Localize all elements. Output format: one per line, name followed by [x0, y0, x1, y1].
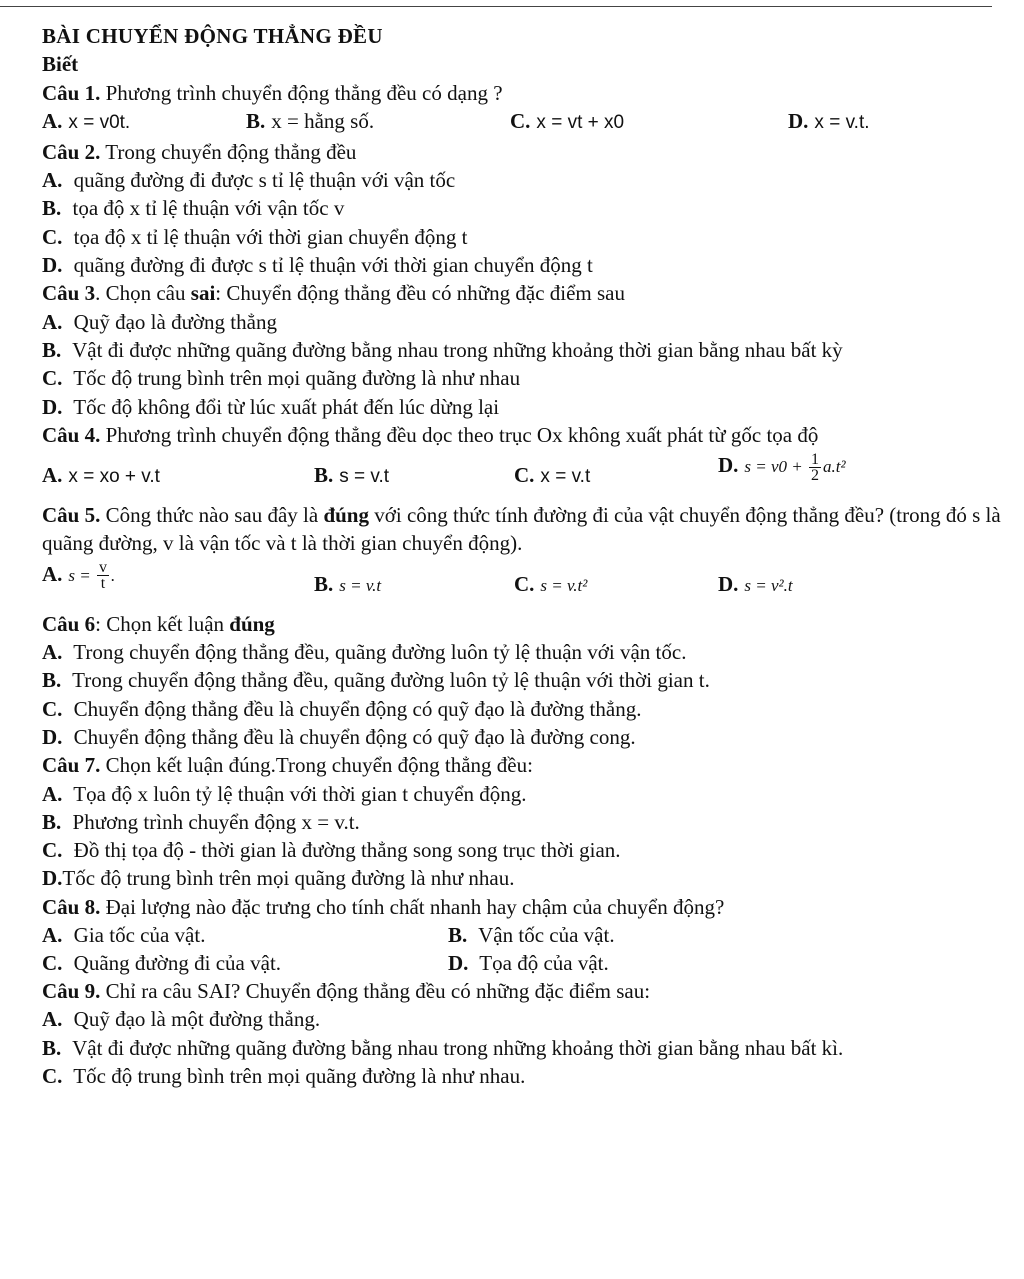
question-number: Câu 4. [42, 422, 101, 447]
option-b: B. Vật đi được những quãng đường bằng nhau trong những khoảng thời gian bằng nhau bất kì. [42, 1035, 844, 1060]
emphasis-word: đúng [229, 611, 275, 636]
option-a: A. quãng đường đi được s tỉ lệ thuận với vận tốc [42, 168, 456, 193]
option-a: A. Gia tốc của vật. [42, 923, 206, 948]
question-text: Đại lượng nào đặc trưng cho tính chất nhanh hay chậm của chuyển động? [100, 894, 725, 919]
question-2 [42, 138, 1002, 166]
fraction: $\frac{v}{t}$ [99, 559, 108, 593]
question-1 [42, 79, 1002, 107]
question-5: Câu 5. Công thức nào sau đây là đúng với công thức tính đường đi của vật chuyển động thẳng đều? (trong đó s là quãng đường, v là vận tốc và t là thời gian chuyển động). [42, 503, 1001, 556]
option-c: C. x = vt + x0 [510, 108, 625, 133]
question-number: Câu 8. [42, 894, 101, 919]
option-d: D. Chuyển động thẳng đều là chuyển động có quỹ đạo là đường cong. [42, 724, 636, 749]
question-number: Câu 7. [42, 753, 101, 778]
option-d: D. s = v0 + $\frac{1}{2}$ a.t² [718, 450, 846, 484]
option-c: C. tọa độ x tỉ lệ thuận với thời gian chuyển động t [42, 224, 468, 249]
emphasis-word: sai [190, 281, 216, 306]
page-title: BÀI CHUYỂN ĐỘNG THẲNG ĐỀU [42, 24, 383, 48]
option-b: B. tọa độ x tỉ lệ thuận với vận tốc v [42, 196, 345, 221]
option-d: D. x = v.t. [788, 108, 870, 133]
option-b: B. Vận tốc của vật. [448, 923, 615, 948]
question-4 [42, 421, 1002, 449]
question-1-options [42, 107, 1002, 138]
fraction: $\frac{1}{2}$ [811, 450, 820, 484]
option-a: A. Tọa độ x luôn tỷ lệ thuận với thời gian t chuyển động. [42, 781, 527, 806]
option-c: C. Tốc độ trung bình trên mọi quãng đường là như nhau. [42, 1063, 526, 1088]
option-c: C. s = v.t² [514, 571, 588, 596]
question-text: Chỉ ra câu SAI? Chuyển động thẳng đều có những đặc điểm sau: [100, 979, 651, 1004]
option-d: D. Tọa độ của vật. [448, 951, 609, 976]
option-b: B. x = hằng số. [246, 108, 375, 133]
question-4-options [42, 449, 1002, 501]
question-number: Câu 5. [42, 503, 101, 528]
question-text: Phương trình chuyển động thẳng đều dọc theo trục Ox không xuất phát từ gốc tọa độ [100, 422, 819, 447]
worksheet-content [42, 22, 1002, 1090]
question-8-options-row-1 [42, 921, 1002, 949]
option-c: C. Đồ thị tọa độ - thời gian là đường thẳng song song trục thời gian. [42, 838, 621, 863]
question-5-options [42, 558, 1002, 610]
option-d: D. s = v².t [718, 571, 793, 596]
question-number: Câu 1. [42, 80, 101, 105]
emphasis-word: đúng [323, 503, 369, 528]
option-b: B. Trong chuyển động thẳng đều, quãng đường luôn tỷ lệ thuận với thời gian t. [42, 668, 710, 693]
option-a: A. s = $\frac{v}{t}$ . [42, 559, 116, 593]
option-c: C. x = v.t [514, 463, 591, 488]
option-a: A. Quỹ đạo là một đường thẳng. [42, 1007, 321, 1032]
question-text: Chọn kết luận đúng.Trong chuyển động thẳng đều: [100, 753, 533, 778]
question-6: Câu 6: Chọn kết luận đúng [42, 611, 275, 636]
option-b: B. s = v.t [314, 463, 390, 488]
question-text: Phương trình chuyển động thẳng đều có dạng ? [100, 80, 503, 105]
question-8-options-row-2 [42, 949, 1002, 977]
question-text: Trong chuyển động thẳng đều [100, 139, 357, 164]
question-3: Câu 3. Chọn câu sai: Chuyển động thẳng đều có những đặc điểm sau [42, 281, 625, 306]
option-b: B. s = v.t [314, 571, 382, 596]
level-heading: Biết [42, 52, 79, 77]
option-c: C. Quãng đường đi của vật. [42, 951, 282, 976]
option-a: A. x = v0t. [42, 108, 131, 133]
question-number: Câu 6 [42, 611, 96, 636]
option-a: A. Trong chuyển động thẳng đều, quãng đường luôn tỷ lệ thuận với vận tốc. [42, 640, 687, 665]
option-c: C. Chuyển động thẳng đều là chuyển động có quỹ đạo là đường thẳng. [42, 696, 642, 721]
question-9 [42, 977, 1002, 1005]
question-8 [42, 893, 1002, 921]
question-number: Câu 3 [42, 281, 96, 306]
option-a: A. Quỹ đạo là đường thẳng [42, 309, 277, 334]
top-rule [0, 6, 992, 7]
option-d: D.Tốc độ trung bình trên mọi quãng đường là như nhau. [42, 866, 515, 891]
option-d: D. quãng đường đi được s tỉ lệ thuận với thời gian chuyển động t [42, 253, 593, 278]
option-c: C. Tốc độ trung bình trên mọi quãng đường là như nhau [42, 366, 521, 391]
option-d: D. Tốc độ không đổi từ lúc xuất phát đến lúc dừng lại [42, 394, 500, 419]
question-number: Câu 2. [42, 139, 101, 164]
question-number: Câu 9. [42, 979, 101, 1004]
question-7 [42, 751, 1002, 779]
option-b: B. Phương trình chuyển động x = v.t. [42, 809, 360, 834]
option-b: B. Vật đi được những quãng đường bằng nhau trong những khoảng thời gian bằng nhau bất kỳ [42, 337, 843, 362]
option-a: A. x = xo + v.t [42, 463, 160, 488]
